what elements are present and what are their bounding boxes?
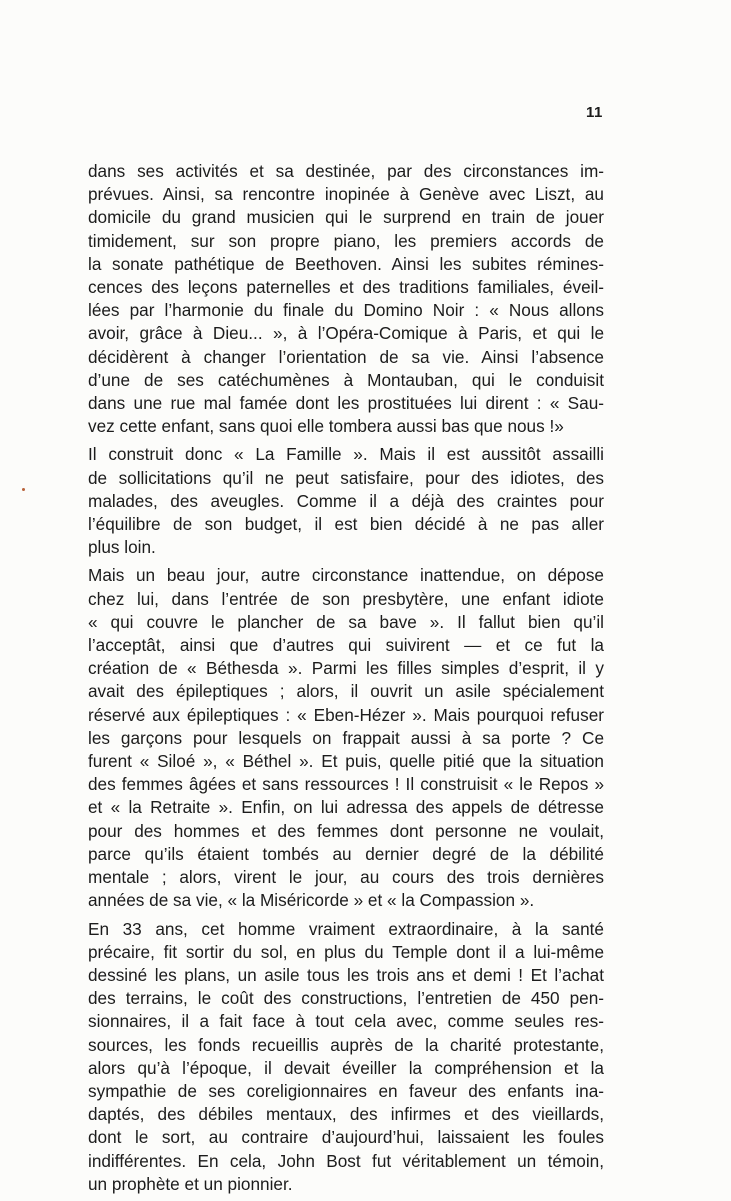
text-line: création de « Béthesda ». Parmi les filles simples d’esprit, il y (88, 658, 604, 679)
text-line: malades, des aveugles. Comme il a déjà des craintes pour (88, 490, 604, 511)
text-line: sympathie de ses coreligionnaires en faveur des enfants ina- (88, 1080, 604, 1101)
text-line: daptés, des débiles mentaux, des infirmes et des vieillards, (88, 1104, 604, 1125)
text-line: les garçons pour lesquels on frappait aussi à sa porte ? Ce (88, 727, 604, 748)
text-line: sionnaires, il a fait face à tout cela avec, comme seules res- (88, 1011, 604, 1032)
text-line: furent « Siloé », « Béthel ». Et puis, quelle pitié que la situation (88, 751, 604, 772)
text-line: mentale ; alors, virent le jour, au cours des trois dernières (88, 867, 604, 888)
margin-speck (22, 488, 25, 491)
text-line: l’équilibre de son budget, il est bien décidé à ne pas aller (88, 514, 604, 535)
text-line: sources, les fonds recueillis auprès de la charité protestante, (88, 1034, 604, 1055)
text-line: chez lui, dans l’entrée de son presbytère, une enfant idiote (88, 588, 604, 609)
text-line: En 33 ans, cet homme vraiment extraordinaire, à la santé (88, 918, 604, 939)
paragraph (88, 443, 604, 559)
text-line: d’une de ses catéchumènes à Montauban, qui le conduisit (88, 369, 604, 390)
text-line: avoir, grâce à Dieu... », à l’Opéra-Comique à Paris, et qui le (88, 323, 604, 344)
text-line: lées par l’harmonie du finale du Domino Noir : « Nous allons (88, 300, 604, 321)
text-line: et « la Retraite ». Enfin, on lui adressa des appels de détresse (88, 797, 604, 818)
paragraph (88, 160, 604, 438)
paragraph (88, 564, 604, 912)
text-line: Il construit donc « La Famille ». Mais il est aussitôt assailli (88, 444, 604, 465)
text-line: alors qu’à l’époque, il devait éveiller la compréhension et la (88, 1057, 604, 1078)
text-line: Mais un beau jour, autre circonstance inattendue, on dépose (88, 565, 604, 586)
paragraph (88, 918, 604, 1196)
text-line: des terrains, le coût des constructions, l’entretien de 450 pen- (88, 988, 604, 1009)
text-line: cences des leçons paternelles et des traditions familiales, éveil- (88, 277, 604, 298)
text-line: un prophète et un pionnier. (88, 1173, 293, 1194)
text-line: dans ses activités et sa destinée, par des circonstances im- (88, 161, 604, 181)
text-line: dans une rue mal famée dont les prostituées lui dirent : « Sau- (88, 393, 604, 414)
text-line: réservé aux épileptiques : « Eben-Hézer ». Mais pourquoi refuser (88, 704, 604, 725)
text-line: plus loin. (88, 537, 156, 558)
text-line: dont le sort, au contraire d’aujourd’hui, laissaient les foules (88, 1127, 604, 1148)
text-line: timidement, sur son propre piano, les premiers accords de (88, 230, 604, 251)
text-line: années de sa vie, « la Miséricorde » et « la Compassion ». (88, 890, 535, 911)
text-line: précaire, fit sortir du sol, en plus du Temple dont il a lui-même (88, 941, 604, 962)
text-line: l’acceptât, ainsi que d’autres qui suivirent — et ce fut la (88, 635, 604, 656)
text-line: dessiné les plans, un asile tous les trois ans et demi ! Et l’achat (88, 964, 604, 985)
text-line: pour des hommes et des femmes dont personne ne voulait, (88, 820, 604, 841)
text-line: décidèrent à changer l’orientation de sa vie. Ainsi l’absence (88, 346, 604, 367)
text-line: la sonate pathétique de Beethoven. Ainsi les subites rémines- (88, 253, 604, 274)
body-text (88, 160, 604, 1201)
text-line: indifférentes. En cela, John Bost fut véritablement un témoin, (88, 1150, 604, 1171)
text-line: vez cette enfant, sans quoi elle tombera aussi bas que nous !» (88, 416, 564, 437)
text-line: parce qu’ils étaient tombés au dernier degré de la débilité (88, 843, 604, 864)
page-number: 11 (586, 104, 603, 121)
text-line: prévues. Ainsi, sa rencontre inopinée à Genève avec Liszt, au (88, 184, 604, 205)
text-line: avait des épileptiques ; alors, il ouvrit un asile spécialement (88, 681, 604, 702)
text-line: de sollicitations qu’il ne peut satisfaire, pour des idiotes, des (88, 467, 604, 488)
text-line: des femmes âgées et sans ressources ! Il construisit « le Repos » (88, 774, 604, 795)
text-line: domicile du grand musicien qui le surprend en train de jouer (88, 207, 604, 228)
text-line: « qui couvre le plancher de sa bave ». Il fallut bien qu’il (88, 611, 604, 632)
